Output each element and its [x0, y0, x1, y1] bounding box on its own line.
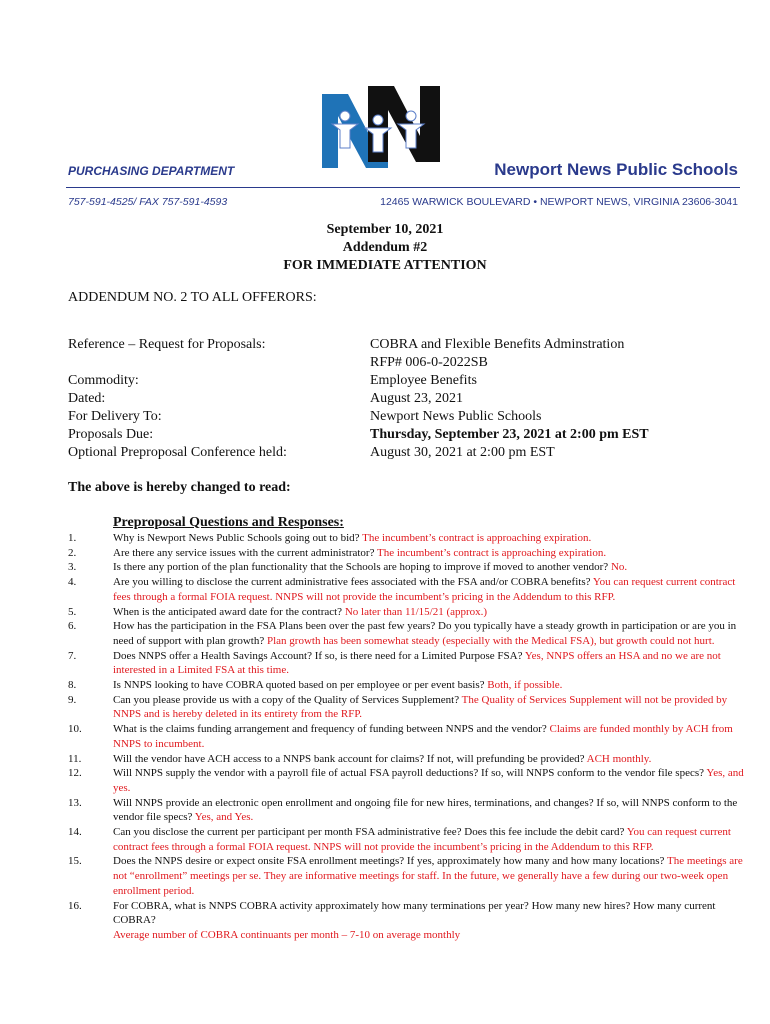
question-text: Is there any portion of the plan functionality that the Schools are hoping to improve if moved to another vendor?: [113, 561, 611, 574]
question-text: Will the vendor have ACH access to a NNPS bank account for claims? If not, will prefunding be provided?: [113, 752, 587, 765]
answer-text: No.: [610, 561, 628, 574]
reference-label: Reference – Request for Proposals:: [68, 337, 266, 352]
answer-text: The incumbent’s contract is approaching expiration.: [362, 532, 592, 544]
department-label: PURCHASING DEPARTMENT: [68, 164, 235, 178]
qa-item: [68, 752, 748, 767]
qa-text: [113, 619, 748, 648]
qa-item: [68, 649, 748, 678]
answer-text: ACH monthly.: [586, 752, 652, 765]
question-text: Does NNPS offer a Health Savings Account? If so, is there need for a Limited Purpose FSA?: [113, 649, 525, 662]
qa-number: 10.: [68, 723, 82, 736]
qa-heading: Preproposal Questions and Responses:: [113, 515, 344, 530]
qa-number: 4.: [68, 576, 77, 589]
qa-text: [113, 854, 748, 898]
answer-text: Yes, and yes.: [113, 767, 744, 794]
answer-text: You can request current contract fees through a formal FOIA request. NNPS will not provide the incumbent’s pricing in the Addendum to this RFP.: [113, 826, 731, 853]
qa-item: [68, 796, 748, 825]
qa-text: [113, 575, 748, 604]
question-text: Can you please provide us with a copy of the Quality of Services Supplement?: [113, 693, 462, 706]
nnps-logo: [318, 86, 444, 172]
qa-number: 13.: [68, 796, 82, 809]
question-text: Is NNPS looking to have COBRA quoted based on per employee or per event basis?: [113, 679, 488, 692]
qa-item: [68, 722, 748, 751]
qa-text: [113, 752, 748, 767]
qa-item: [68, 899, 748, 928]
qa-item: [68, 531, 748, 546]
qa-text: [113, 678, 748, 693]
reference-label: Dated:: [68, 391, 106, 406]
qa-number: 3.: [68, 561, 77, 574]
reference-label: Commodity:: [68, 373, 139, 388]
reference-labels: [68, 336, 287, 462]
answer-text: No later than 11/15/21 (approx.): [344, 605, 488, 618]
question-text: Will NNPS supply the vendor with a payroll file of actual FSA payroll deductions? If so, will NNPS conform to the vendor file specs?: [113, 767, 707, 780]
question-text: What is the claims funding arrangement and frequency of funding between NNPS and the vendor?: [113, 723, 550, 736]
qa-number: 5.: [68, 605, 77, 618]
reference-value: COBRA and Flexible Benefits Adminstration: [370, 337, 625, 352]
qa-item: [68, 766, 748, 795]
qa-text: [113, 825, 748, 854]
qa-text: [113, 531, 748, 546]
qa-number: 16.: [68, 899, 82, 912]
school-name: Newport News Public Schools: [494, 160, 738, 179]
qa-number: 11.: [68, 752, 82, 765]
qa-text: [113, 766, 748, 795]
qa-number: 15.: [68, 855, 82, 868]
header-divider: [66, 187, 740, 188]
reference-value: RFP# 006-0-2022SB: [370, 355, 488, 370]
answer-text: The Quality of Services Supplement will not be provided by NNPS and is hereby deleted in its entirety from the RFP.: [113, 693, 728, 721]
phone-fax: 757-591-4525/ FAX 757-591-4593: [68, 196, 228, 208]
reference-value: August 23, 2021: [370, 391, 463, 406]
qa-text: [113, 649, 748, 678]
reference-value: August 30, 2021 at 2:00 pm EST: [370, 445, 555, 460]
answer-text: The incumbent’s contract is approaching expiration.: [377, 546, 607, 559]
school-address: 12465 WARWICK BOULEVARD • NEWPORT NEWS, VIRGINIA 23606-3041: [380, 196, 738, 208]
qa-text: [113, 796, 748, 825]
question-text: Does the NNPS desire or expect onsite FSA enrollment meetings? If yes, approximately how many and how many locations?: [113, 855, 667, 868]
question-text: Can you disclose the current per participant per month FSA administrative fee? Does this fee include the debit card?: [113, 826, 627, 839]
trailing-answer: Average number of COBRA continuants per month – 7-10 on average monthly: [113, 928, 461, 941]
reference-label: Proposals Due:: [68, 427, 154, 442]
answer-text: The meetings are not “enrollment” meetings per se. They are informative meetings for staff. In the future, we generally have a few during our two-week open enrollment period.: [113, 855, 743, 897]
reference-values: [370, 336, 649, 462]
qa-item: [68, 546, 748, 561]
answer-text: Both, if possible.: [487, 679, 563, 692]
attention-heading: FOR IMMEDIATE ATTENTION: [283, 258, 487, 273]
question-text: For COBRA, what is NNPS COBRA activity approximately how many terminations per year? How many new hires? How many current COBRA?: [113, 899, 716, 927]
reference-value: Newport News Public Schools: [370, 409, 542, 424]
answer-text: You can request current contract fees through a formal FOIA request. NNPS will not provide the incumbent’s pricing in the Addendum to this RFP.: [113, 576, 736, 603]
reference-label: [68, 354, 287, 372]
question-text: When is the anticipated award date for the contract?: [113, 605, 345, 618]
qa-number: 6.: [68, 620, 77, 633]
qa-text: [113, 899, 748, 928]
qa-text: [113, 722, 748, 751]
qa-item: [68, 825, 748, 854]
qa-list: [68, 531, 748, 943]
answer-text: Claims are funded monthly by ACH from NNPS to incumbent.: [113, 723, 733, 750]
document-date: September 10, 2021: [326, 222, 444, 237]
qa-item: [68, 605, 748, 620]
answer-text: Yes, NNPS offers an HSA and no we are not interested in a Limited FSA at this time.: [113, 649, 721, 677]
qa-text: [113, 693, 748, 722]
qa-number: 1.: [68, 532, 77, 544]
qa-number: 9.: [68, 693, 77, 706]
qa-item: [68, 619, 748, 648]
qa-item: [68, 575, 748, 604]
qa-number: 14.: [68, 826, 82, 839]
qa-item: [68, 678, 748, 693]
qa-item: [68, 693, 748, 722]
qa-text: [113, 546, 748, 561]
answer-text: Yes, and Yes.: [194, 811, 254, 824]
changed-notice: The above is hereby changed to read:: [68, 480, 291, 495]
answer-text: Plan growth has been somewhat steady (especially with the Medical FSA), but growth could not hurt.: [266, 634, 715, 647]
qa-number: 7.: [68, 649, 77, 662]
question-text: Are there any service issues with the current administrator?: [113, 546, 378, 559]
qa-number: 2.: [68, 546, 77, 559]
question-text: Will NNPS provide an electronic open enrollment and ongoing file for new hires, terminations, and changes? If so, will NNPS conform to the vendor file specs?: [113, 796, 738, 824]
qa-number: 8.: [68, 679, 77, 692]
qa-item: [68, 854, 748, 898]
reference-label: Optional Preproposal Conference held:: [68, 445, 287, 460]
reference-value: Employee Benefits: [370, 373, 477, 388]
reference-label: For Delivery To:: [68, 409, 162, 424]
qa-text: [113, 605, 748, 620]
addendum-number: Addendum #2: [342, 240, 428, 255]
question-text: Why is Newport News Public Schools going out to bid?: [113, 532, 363, 544]
qa-item: [68, 560, 748, 575]
reference-value: Thursday, September 23, 2021 at 2:00 pm EST: [370, 427, 649, 442]
addendum-line: ADDENDUM NO. 2 TO ALL OFFERORS:: [68, 290, 317, 305]
question-text: How has the participation in the FSA Plans been over the past few years? Do you typically have a steady growth in participation or are you in need of support with plan growth?: [113, 620, 737, 647]
qa-text: [113, 560, 748, 575]
qa-number: 12.: [68, 767, 82, 780]
question-text: Are you willing to disclose the current administrative fees associated with the FSA and/or COBRA benefits?: [113, 576, 593, 589]
